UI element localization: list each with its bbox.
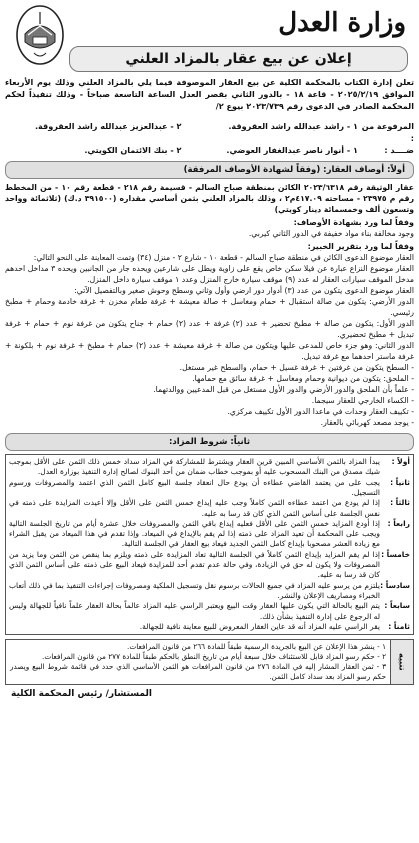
plaintiff-1: ١ - راشد عبدالله راشد العقروقة. [228,121,358,132]
condition-number: سادساً : [380,580,410,590]
condition-text: إذا لم يقم المزايد بإيداع الثمن كاملاً في الجلسة التالية تعاد المزايدة على ذمته ويلزم بما ينقص من الثمن وما يزيد من المصروفات ولا يكون له حق في الزيادة، وفي حالة عدم تقدم أحد للمزايدة فيعاد البيع على ذمته على أساس الثمن الذي كان قد رسا به عليه. [9,549,380,580]
condition-text: يجب على من يعتمد القاضي عطاءه أن يودع حال انعقاد جلسة البيع كامل الثمن الذي اعتمد والمصروفات ورسوم التسجيل. [9,477,380,497]
condition-number: ثامناً : [388,621,410,631]
expert-paragraph: الدور الأول: يتكون من صالة + مطبخ تحضير + عدد (٢) غرفة + عدد (٢) حمام + جناح يتكون من غرفة نوم + حمام + غرفة تبديل + مطبخ تحضيري. [5,319,414,340]
property-summary: عقار الوثيقة رقم ٢٠٢٣/٦٣١٨ الكائن بمنطقة صباح السالم - قسيمة رقم ٢١٨ - قطعة رقم ١٠ - من المخطط رقم م ٢٣٩٧٥ - مساحته ٤١٧.٠٩م٢ ، وذلك بالمزاد العلني بثمن أساسي مقداره (٣٩١٥٠٠ د.ك) (ثلاثمائة وواحد وتسعون ألف وخمسمائة دينار كويتي) [5,183,415,215]
condition-item [9,519,410,550]
condition-text: يتم البيع بالحالة التي يكون عليها العقار وقت البيع ويعتبر الراسي عليه المزاد عالماً بحالة العقار علماً نافياً للجهالة وليس له الرجوع على إدارة التنفيذ بشأن ذلك. [9,601,380,621]
kuwait-emblem-icon [15,4,65,66]
expert-paragraph: - السطح يتكون من غرفتين + غرفة غسيل + حمام، والسطح غير مستغل. [179,363,414,373]
note-item: ١ - ينشر هذا الإعلان عن البيع بالجريدة الرسمية طبقاً للمادة ٢٦٦ من قانون المرافعات. [127,642,386,652]
notes-list [6,640,390,684]
defendants-label: ضــــد : [384,145,414,156]
condition-item [9,581,410,602]
condition-number: أولاً : [391,457,410,467]
expert-paragraph: العقار موضوع الدعوى الكائن في منطقة صباح السالم - قطعة ١٠ - شارع ٢ - منزل (٣٤) وتمت المعاينة على النحو التالي: [33,253,414,263]
defendant-2: ٢ - بنك الائتمان الكويتي. [84,145,182,156]
condition-item [9,498,410,519]
condition-text: إذا لم يودع من اعتمد عطاءه الثمن كاملاً وجب عليه إيداع خمس الثمن على الأقل وإلا أعيدت المزايدة على ذمته في نفس الجلسة على أساس الثمن الذي كان قد رسا به عليه. [9,498,380,518]
condition-number: خامساً : [381,549,410,559]
conditions-list [5,454,414,635]
expert-paragraph: الدور الثاني: وهو جزء خاص للمدعى عليها ويتكون من صالة + غرفة معيشة + عدد (٢) حمام + مطبخ + غرفة نوم + بلكونة + غرفة ماستر احدهما مع غرفة تبديل. [5,341,414,362]
expert-paragraph: العقار موضوع الدعوى يتكون من عدد (٣) أدوار دور ارضي وأول وثاني وسطح وحوش صغير وبالتفصيل الآتي: [74,286,414,296]
condition-text: إذا أودع المزايد خمس الثمن على الأقل فعليه إيداع باقي الثمن والمصروفات خلال عشرة أيام من تاريخ الجلسة التالية ويجب على المحكمة أن تعيد المزاد على ذمته إذا لم يقم بالإيداع في الميعاد. وإذا تقدم في هذا الميعاد من يقبل الشراء مع زيادة العشر مصحوبا بإيداع كامل الثمن الجديد فيعاد بيع العقار في الجلسة التالية. [9,518,380,549]
certificate-subheading: وفقاً لما ورد بشهادة الأوصاف: [293,218,414,228]
condition-item [9,601,410,622]
condition-item [9,457,410,478]
expert-report-subheading: وفقاً لما ورد بتقرير الخبير: [307,242,414,252]
condition-text: يلتزم من يرسو عليه المزاد في جميع الحالات برسوم نقل وتسجيل الملكية ومصروفات إجراءات التنفيذ بما في ذلك أتعاب الخبراء ومصاريف الإعلان والنشر. [9,580,380,600]
parties-block [5,120,414,156]
expert-paragraph: - الكساء الخارجي للعقار سيجما. [311,396,414,406]
note-item: ٢ - حكم رسو المزاد قابل للاستئناف خلال سبعة أيام من تاريخ النطق بالحكم طبقاً للمادة ٢٧٧ من قانون المرافعات. [42,652,386,662]
condition-number: ثانياً : [390,477,410,487]
intro-text: تعلن إدارة الكتاب بالمحكمة الكلية عن بيع العقار الموصوفة فيما يلي بالمزاد العلني وذلك يوم الأربعاء الموافق ٢٠٢٥/٢/١٩ - قاعة ١٨ - بالدور الثاني بقصر العدل الساعة التاسعة صباحاً - وذلك تنفيذاً لحكم المحكمة الصادر في الدعوى رقم ٢٠٢٣/٧٣٩ بيوع ٢/ [5,77,414,111]
certificate-note: وجود مخالفة بناء مواد خفيفة في الدور الثاني كيربي. [248,229,414,239]
plaintiff-2: ٢ - عبدالعزيز عبدالله راشد العقروقة. [34,121,182,132]
defendants-row [5,144,414,156]
condition-text: يقر الراسي عليه المزاد أنه قد عاين العقار المعروض للبيع معاينة نافية للجهالة. [139,621,380,631]
expert-paragraph: - علماً بأن الملحق والدور الأرضي والدور الأول مستغل من قبل المدعيين ووالدتهما. [153,385,414,395]
condition-number: ثالثاً : [390,498,410,508]
expert-paragraph: - يوجد مصعد كهربائي بالعقار. [320,418,414,428]
expert-paragraph: - الملحق: يتكون من ديوانية وحمام ومغاسل + غرفة سائق مع حمامها. [192,374,414,384]
condition-item [9,478,410,499]
header [5,0,414,70]
notes-box [5,639,414,685]
signature-line: المستشار/ رئيس المحكمة الكلية [11,689,152,700]
plaintiffs-label: المرفوعة من : [361,121,414,144]
condition-item [9,622,410,632]
defendant-1: ١ - أنوار ناصر عبدالغفار العوضي. [226,145,358,156]
note-item: ٣ - ثمن العقار المشار إليه في المادة ٢٧٦ من قانون المرافعات هو الثمن الأساسي الذي حدد في قائمة شروط البيع ويصدر حكم رسو المزاد بعد سداد كامل الثمن. [10,662,386,682]
section-description-title: أولاً: أوصاف العقار: (وفقاً لشهادة الأوصاف المرفقة) [5,161,414,179]
condition-text: يبدأ المزاد بالثمن الأساسي المبين قرين العقار ويشترط للمشاركة في المزاد سداد خمس ذلك الثمن على الأقل بموجب شيك مصدق من البنك المسحوب عليه أو بموجب خطاب ضمان من أحد البنوك لصالح إدارة التنفيذ بوزارة العدل. [9,457,380,477]
notes-label: تنبيه [390,640,413,684]
ministry-title: وزارة العدل [278,8,406,38]
condition-item [9,550,410,581]
section-conditions-title: ثانياً: شروط المزاد: [5,433,414,451]
condition-number: سابعاً : [384,601,410,611]
expert-paragraph: - تكييف العقار وحدات في ماعدا الدور الأول تكييف مركزي. [227,407,414,417]
announcement-title: إعلان عن بيع عقار بالمزاد العلني [69,46,408,72]
condition-number: رابعاً : [387,518,410,528]
expert-paragraph: العقار موضوع النزاع عبارة عن فيلا سكن خاص يقع على زاوية ويطل على شارعين ويحده جار من الجانبين ويحده ٣ مداخل احدهم مدخل الموقف سيارات العقار له عدد (٩) موقف سيارة خارج المنزل وعدد ١ موقف سيارة داخل المنزل. [5,264,414,285]
expert-paragraph: الدور الأرضي: يتكون من صالة استقبال + حمام ومغاسل + صالة معيشة + غرفة طعام مخزن + غرفة خادمة وحمام + مطبخ رئيسي. [5,297,414,318]
plaintiffs-row [5,120,414,144]
